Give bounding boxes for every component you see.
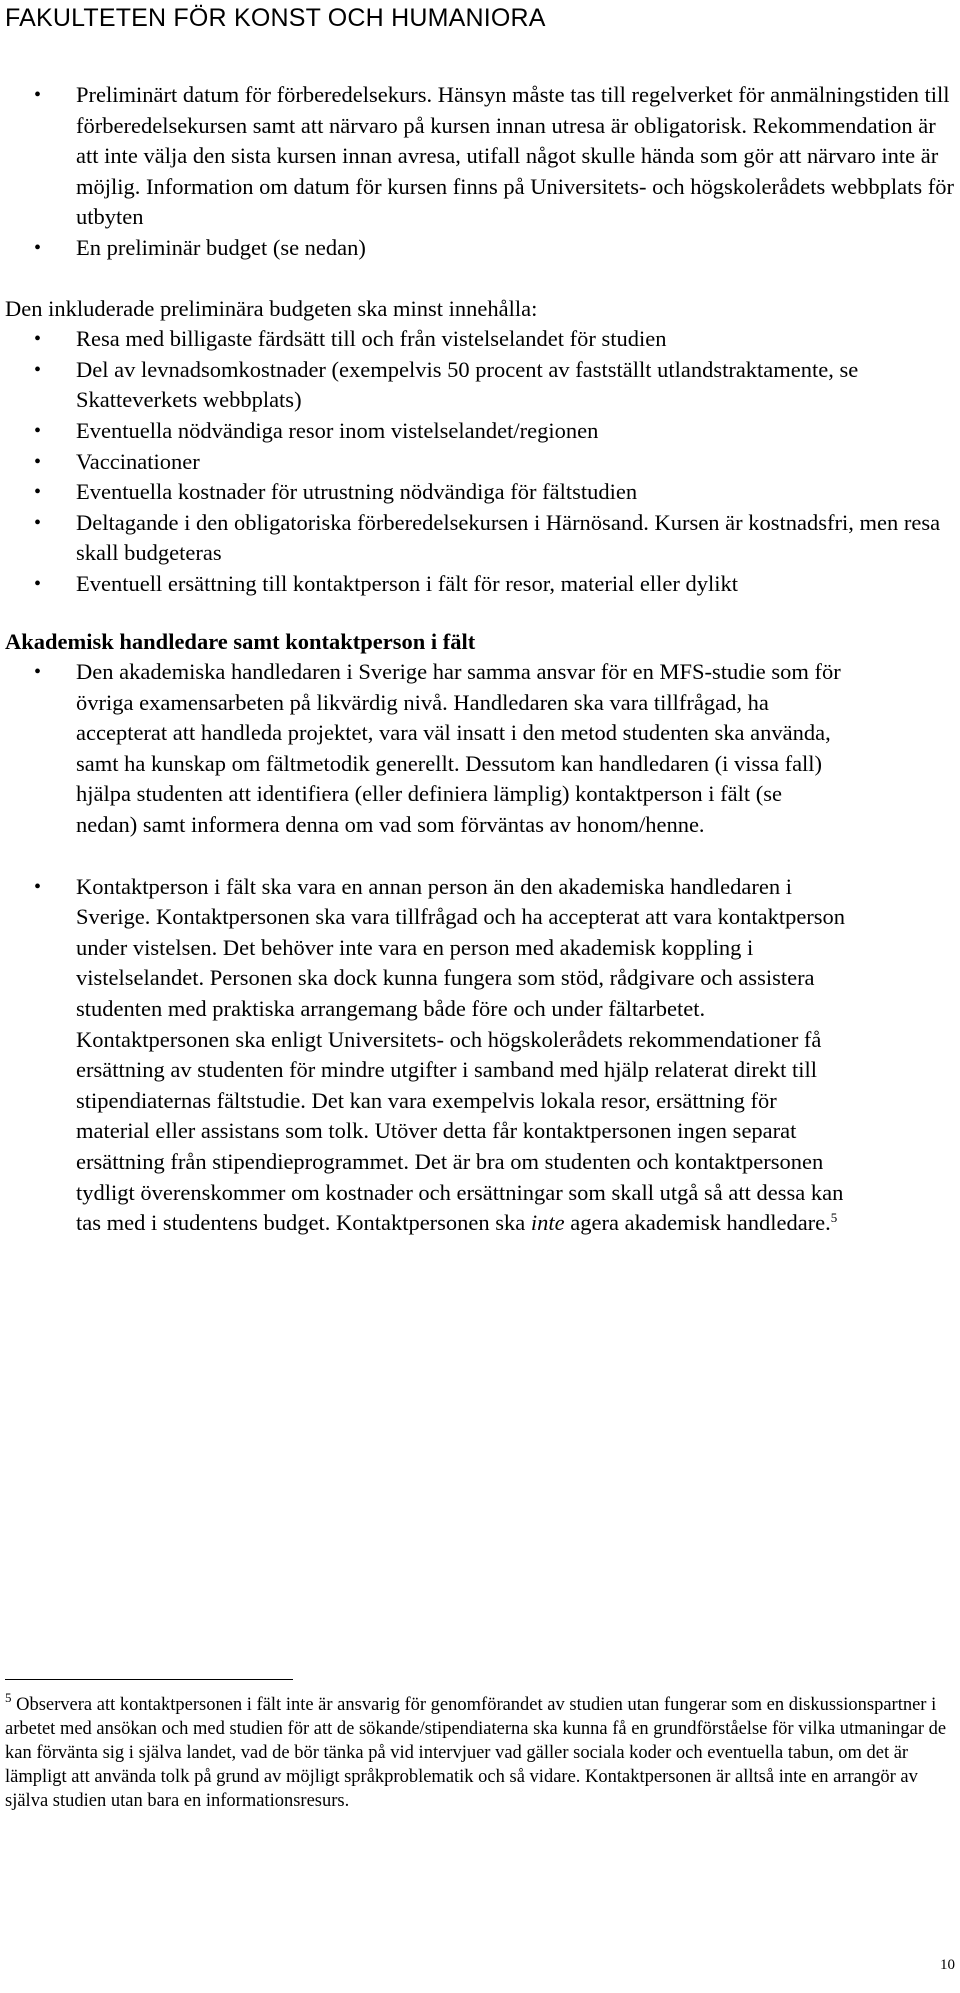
footnote-reference[interactable]: 5 [830,1210,838,1226]
budget-list [5,324,957,599]
footnote-number: 5 [5,1690,12,1705]
bullet-icon: • [34,450,42,473]
list-item: • En preliminär budget (se nedan) [5,233,957,264]
list-item: • Kontaktperson i fält ska vara en annan person än den akademiska handledaren i Sverige. Kontaktpersonen ska vara tillfrågad och ha accepterat att vara kontaktperson under vistelsen. Det behöver inte vara en person med akademisk koppling i vistelselandet. Personen ska dock kunna fungera som stöd, rådgivare och assistera studenten med praktiska arrangemang både före och under fältarbetet. Kontaktpersonen ska enligt Universitets- och högskolerådets rekommendationer få ersättning av studenten för mindre utgifter i samband med hjälp relaterat direkt till stipendiaternas fältstudie. Det kan vara exempelvis lokala resor, ersättning för material eller assistans som tolk. Utöver detta får kontaktpersonen ingen separat ersättning från stipendieprogrammet. Det är bra om studenten och kontaktpersonen tydligt överenskommer om kostnader och ersättningar som skall utgå så att dessa kan tas med i studentens budget. Kontaktpersonen ska inte agera akademisk handledare.$^5$ [34,873,846,1236]
bullet-icon: • [34,358,42,381]
document-body [5,80,960,1239]
list-item: • Den akademiska handledaren i Sverige har samma ansvar för en MFS-studie som för övriga examensarbeten på likvärdig nivå. Handledaren ska vara tillfrågad, ha accepterat att handleda projektet, vara väl insatt i den metod studenten ska använda, samt ha kunskap om fältmetodik generellt. Dessutom kan handledaren (i vissa fall) hjälpa studenten att identifiera (eller definiera lämplig) kontaktperson i fält (se nedan) samt informera denna om vad som förväntas av honom/henne. [34,659,841,838]
list-item: • Eventuell ersättning till kontaktperson i fält för resor, material eller dylikt [5,569,957,600]
bullet-icon: • [34,84,42,106]
footnote-text: Observera att kontaktpersonen i fält inte är ansvarig för genomförandet av studien utan fungerar som en diskussionspartner i arbetet med ansökan och med studien för att de sökande/stipendiaterna ska kunna få en grundförståelse för vilka utmaningar de kan förvänta sig i själva landet, vad de bör tänka på vid intervjuer vad gäller sociala koder och eventuella tabun, om det är lämpligt att använda tolk på grund av möjligt språkproblematik och så vidare. Kontaktpersonen är alltså inte en arrangör av själva studien utan bara en informationsresurs. [5,1695,947,1811]
list-item: • Deltagande i den obligatoriska förberedelsekursen i Härnösand. Kursen är kostnadsfri, men resa skall budgeteras [34,509,941,566]
list-item: • Vaccinationer [5,447,957,478]
list-item: • Del av levnadsomkostnader (exempelvis 50 procent av fastställt utlandstraktamente, se Skatteverkets webbplats) [34,356,859,413]
list-item: • Eventuella nödvändiga resor inom vistelselandet/regionen [5,416,957,447]
budget-intro: Den inkluderade preliminära budgeten ska minst innehålla: [5,295,538,321]
bullet-icon: • [34,236,42,259]
bullet-icon: • [34,572,42,595]
bullet-icon: • [34,328,42,351]
supervisor-list [5,657,847,841]
requirements-list [5,80,957,264]
page-header-title: FAKULTETEN FÖR KONST OCH HUMANIORA [5,4,546,32]
bullet-icon: • [34,875,42,898]
footnote [5,1690,955,1813]
bullet-icon: • [34,481,42,504]
footnote-divider [5,1679,293,1680]
bullet-icon: • [34,661,42,684]
list-item: • Preliminärt datum för förberedelsekurs. Hänsyn måste tas till regelverket för anmälningstiden till förberedelsekursen samt att närvaro på kursen innan utresa är obligatorisk. Rekommendation är att inte välja den sista kursen innan avresa, utifall något skulle hända som gör att närvaro inte är möjlig. Information om datum för kursen finns på Universitets- och högskolerådets webbplats för utbyten [34,82,954,230]
contact-person-list [5,872,854,1239]
page-number: 10 [940,1957,955,1973]
emphasis-text: inte [530,1210,565,1236]
bullet-icon: • [34,419,42,442]
section-heading: Akademisk handledare samt kontaktperson i fält [5,628,476,654]
list-item: • Resa med billigaste färdsätt till och från vistelselandet för studien [5,324,957,355]
bullet-icon: • [34,511,42,534]
list-item: • Eventuella kostnader för utrustning nödvändiga för fältstudien [5,477,957,508]
